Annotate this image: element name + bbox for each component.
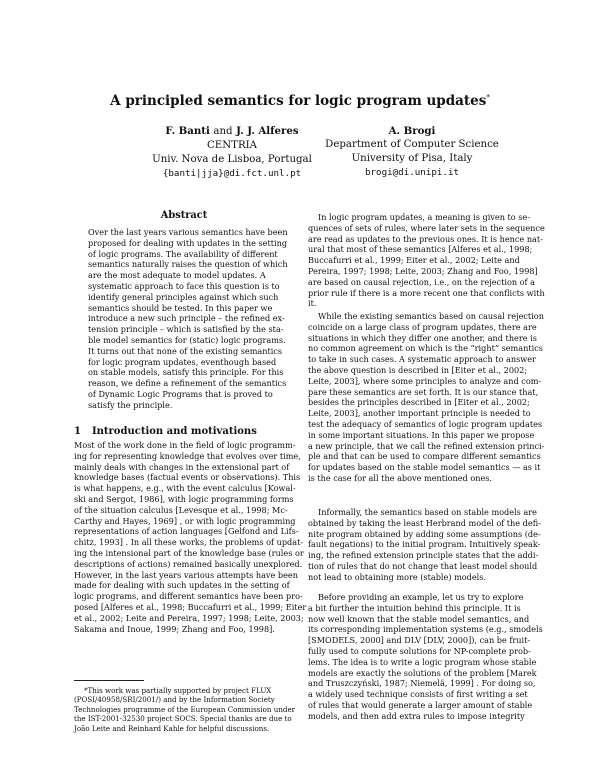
text-line: models, and then add extra rules to impose integrity [308, 710, 525, 721]
text-line: is the case for all the above mentioned ones. [308, 472, 493, 483]
text-line: quences of sets of rules, where later sets in the sequence [308, 222, 545, 233]
text-line: is what happens, e.g., with the event calculus [Kowal- [74, 483, 296, 494]
text-line: posed [Alferes et al., 1998; Buccafurri et al., 1999; Eiter [74, 601, 307, 612]
text-line: logic programs, and different semantics have been pro- [74, 591, 303, 602]
author-univ: Univ. Nova de Lisboa, Portugal [152, 154, 312, 165]
text-line: mainly deals with changes in the extensional part of [74, 461, 290, 472]
text-line: semantics naturally raises the question of which [88, 259, 288, 270]
text-line: coincide on a large class of program updates, there are [308, 321, 537, 332]
text-line: are read as updates to the previous ones. It is hence nat- [308, 233, 543, 244]
author-org: CENTRIA [207, 140, 257, 151]
text-line: and Truszczyński, 1987; Niemelä, 1999] . For doing so, [308, 678, 536, 689]
text-line: fault negations) to the initial program. Intuitively speak- [308, 539, 541, 550]
text-line: João Leite and Reinhard Kahle for helpful discussions. [74, 723, 270, 733]
text-line: ple and that can be used to compare different semantics [308, 451, 541, 462]
footnote [74, 686, 294, 733]
author-email: {banti|jja}@di.fct.unl.pt [162, 168, 302, 179]
text-line: Most of the work done in the field of logic programm- [74, 440, 296, 450]
text-line: obtained by taking the least Herbrand model of the defi- [308, 517, 541, 528]
text-line: It turns out that none of the existing semantics [88, 345, 283, 356]
author-block-right [304, 124, 520, 180]
text-line: et al., 2002; Leite and Pereira, 1997; 1998; Leite, 2003; [74, 612, 304, 623]
text-line: ural that most of these semantics [Alferes et al., 1998; [308, 244, 533, 255]
text-line: chitz, 1993] . In all these works, the problems of updat- [74, 537, 304, 548]
text-line: descriptions of actions) remained basically unexplored. [74, 558, 303, 569]
text-line: Sakama and Inoue, 1999; Zhang and Foo, 1998]. [74, 623, 275, 634]
paper-title: A principled semantics for logic program updates* [110, 93, 490, 109]
text-line: [SMODELS, 2000] and DLV [DLV, 2000]), can be fruit- [308, 635, 531, 646]
text-line: are based on causal rejection, i.e., on the rejection of a [308, 276, 535, 287]
text-line: semantics should be tested. In this paper we [88, 302, 273, 313]
intro-body [74, 440, 307, 634]
text-line: Buccafurri et al., 1999; Eiter et al., 2002; Leite and [308, 255, 520, 266]
text-line: Leite, 2003], another important principle is needed to [308, 408, 531, 419]
text-line: However, in the last years various attempts have been [74, 569, 298, 580]
author-dept: Department of Computer Science [325, 139, 499, 150]
text-line: on stable models, satisfy this principle. For this [88, 367, 284, 378]
text-line: In logic program updates, a meaning is given to se- [318, 212, 530, 222]
text-line: (POSI/40958/SRI/2001/) and by the Information Society [74, 695, 275, 705]
text-line: its corresponding implementation systems (e.g., smodels [308, 624, 543, 635]
right-paragraph-3 [308, 507, 541, 583]
text-line: Technologies programme of the European Commission under [74, 704, 296, 714]
text-line: *This work was partially supported by project FLUX [84, 686, 272, 695]
text-line: While the existing semantics based on causal rejection [318, 311, 544, 321]
text-line: Pereira, 1997; 1998; Leite, 2003; Zhang and Foo, 1998] [308, 265, 538, 276]
author-email: brogi@di.unipi.it [364, 167, 460, 178]
text-line: knowledge bases (factual events or observations). This [74, 472, 301, 483]
text-line: lems. The idea is to write a logic program whose stable [308, 656, 537, 667]
text-line: Carthy and Hayes, 1969] , or with logic programming [74, 515, 296, 526]
author-names: F. Banti and J. J. Alferes [165, 125, 299, 137]
author-name: A. Brogi [388, 125, 436, 137]
text-line: Before providing an example, let us try to explore [318, 592, 524, 602]
text-line: the above question is described in [Eiter et al., 2002; [308, 364, 528, 375]
text-line: ble model semantics for (static) logic programs. [88, 334, 286, 345]
text-line: of the situation calculus [Levesque et al., 1998; Mc- [74, 504, 288, 515]
text-line: ing, the refined extension principle states that the addi- [308, 550, 539, 561]
text-line: tension principle – which is satisfied by the sta- [88, 324, 284, 335]
right-paragraph-1 [308, 212, 545, 309]
text-line: of logic programs. The availability of different [88, 248, 278, 259]
text-line: of Dynamic Logic Programs that is proved to [88, 388, 273, 399]
text-line: now well known that the stable model semantics, and [308, 613, 530, 624]
text-line: a new principle, that we call the refined extension princi- [308, 440, 545, 451]
text-line: pare these semantics are set forth. It is our stance that, [308, 386, 539, 397]
text-line: no common agreement on which is the “right” semantics [308, 343, 543, 354]
text-line: identify general principles against which such [88, 291, 279, 302]
text-line: the IST-2001-32530 project SOCS. Special thanks are due to [74, 714, 292, 724]
text-line: for updates based on the stable model semantics — as it [308, 462, 541, 473]
author-univ: University of Pisa, Italy [351, 153, 473, 164]
text-line: of rules that would generate a larger amount of stable [308, 699, 533, 710]
text-line: a widely used technique consists of first writing a set [308, 689, 528, 700]
right-paragraph-4 [308, 592, 543, 722]
text-line: representations of action languages [Gelfond and Lifs- [74, 526, 299, 537]
footnote-rule [74, 680, 144, 681]
text-line: test the adequacy of semantics of logic program updates [308, 418, 543, 429]
text-line: fully used to compute solutions for NP-complete prob- [308, 645, 531, 656]
text-line: in some important situations. In this paper we propose [308, 429, 535, 440]
abstract-body [88, 227, 288, 411]
text-line: proposed for dealing with updates in the setting [88, 237, 288, 248]
text-line: not lead to obtaining more (stable) models. [308, 571, 487, 582]
text-line: are the most adequate to model updates. A [88, 270, 266, 281]
right-paragraph-2 [308, 311, 545, 484]
text-line: ing for representing knowledge that evolves over time, [74, 450, 301, 461]
text-line: Leite, 2003], where some principles to analyze and com- [308, 375, 542, 386]
text-line: a bit further the intuition behind this principle. It is [308, 602, 521, 613]
text-line: introduce a new such principle – the refined ex- [88, 313, 285, 324]
text-line: for logic program updates, eventhough based [88, 356, 277, 367]
text-line: models are exactly the solutions of the problem [Marek [308, 667, 537, 678]
text-line: reason, we define a refinement of the semantics [88, 378, 287, 389]
text-line: tion of rules that do not change that least model should [308, 560, 538, 571]
text-line: satisfy the principle. [88, 399, 173, 410]
text-line: ing the intensional part of the knowledge base (rules or [74, 547, 304, 558]
text-line: prior rule if there is a more recent one that conflicts with [308, 287, 545, 298]
section-heading: 1 Introduction and motivations [74, 426, 257, 437]
text-line: it. [308, 298, 317, 309]
abstract-heading: Abstract [160, 210, 208, 221]
text-line: Informally, the semantics based on stable models are [318, 507, 537, 517]
text-line: nite program obtained by adding some assumptions (de- [308, 528, 541, 539]
text-line: besides the principles described in [Eiter et al., 2002; [308, 397, 530, 408]
text-line: made for dealing with such updates in the setting of [74, 580, 290, 591]
text-line: situations in which they differ one another, and there is [308, 332, 537, 343]
text-line: Over the last years various semantics have been [88, 227, 288, 237]
text-line: to take in such cases. A systematic approach to answer [308, 354, 536, 365]
text-line: ski and Sergot, 1986], with logic programming forms [74, 493, 294, 504]
text-line: systematic approach to face this question is to [88, 280, 280, 291]
